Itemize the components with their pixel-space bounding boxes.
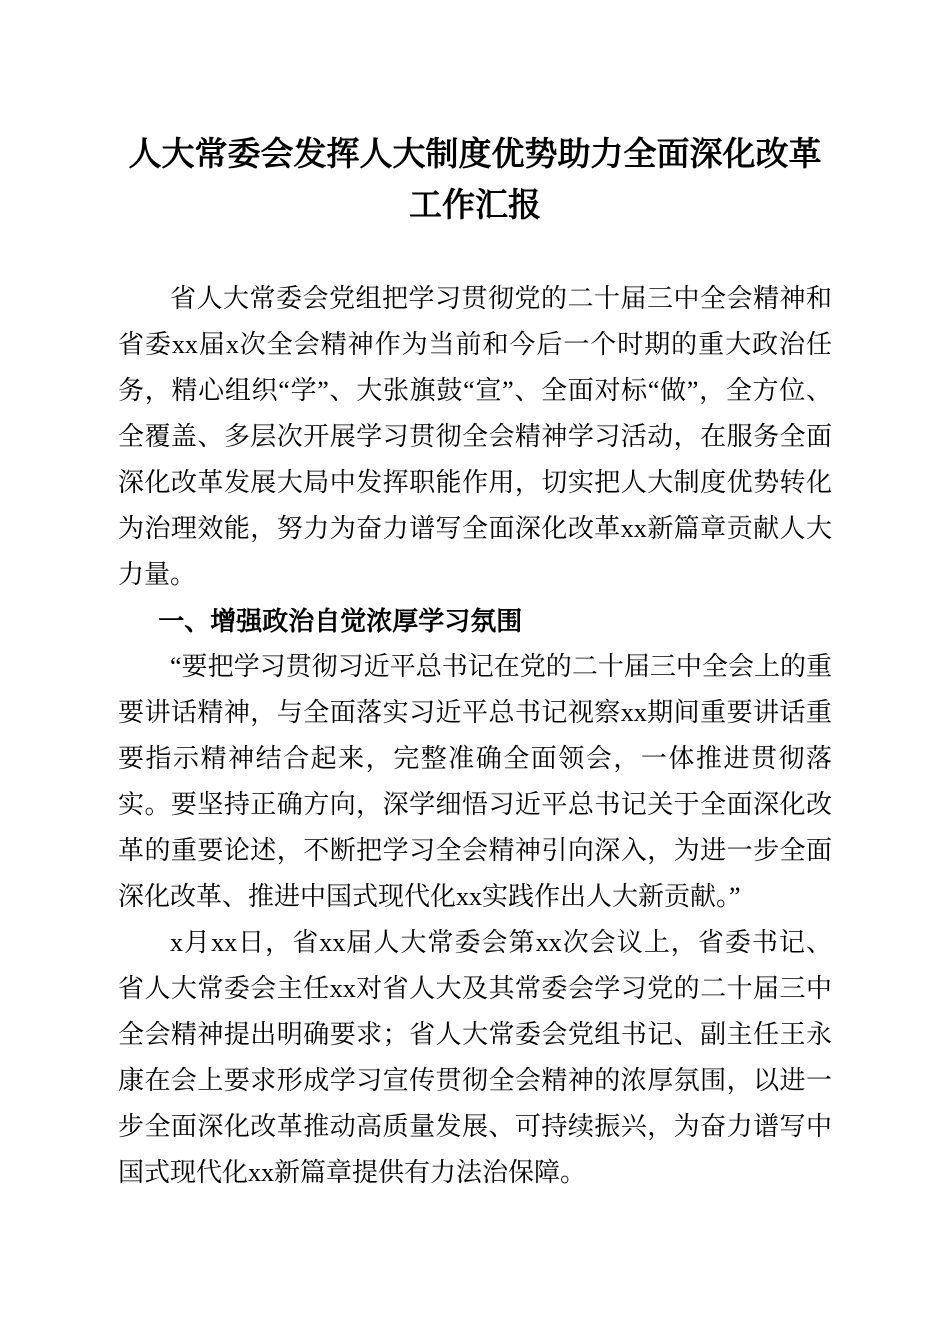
paragraph: x月xx日，省xx届人大常委会第xx次会议上，省委书记、省人大常委会主任xx对省人大及其常委会学习党的二十届三中全会精神提出明确要求；省人大常委会党组书记、副主任王永康在会上要求形成学习宣传贯彻全会精神的浓厚氛围，以进一步全面深化改革推动高质量发展、可持续振兴，为奋力谱写中国式现代化xx新篇章提供有力法治保障。 [118,928,832,1188]
paragraph: “要把学习贯彻习近平总书记在党的二十届三中全会上的重要讲话精神，与全面落实习近平总书记视察xx期间重要讲话重要指示精神结合起来，完整准确全面领会，一体推进贯彻落实。要坚持正确方向，深学细悟习近平总书记关于全面深化改革的重要论述，不断把学习全会精神引向深入，为进一步全面深化改革、推进中国式现代化xx实践作出人大新贡献。” [118,652,832,912]
document-title: 人大常委会发挥人大制度优势助力全面深化改革工作汇报 [128,135,822,224]
paragraph: 省人大常委会党组把学习贯彻党的二十届三中全会精神和省委xx届x次全会精神作为当前和今后一个时期的重大政治任务，精心组织“学”、大张旗鼓“宣”、全面对标“做”，全方位、全覆盖、多层次开展学习贯彻全会精神学习活动，在服务全面深化改革发展大局中发挥职能作用，切实把人大制度优势转化为治理效能，努力为奋力谱写全面深化改革xx新篇章贡献人大力量。 [118,284,832,590]
section-heading: 一、增强政治自觉浓厚学习氛围 [158,606,523,637]
document-body [118,276,832,1196]
